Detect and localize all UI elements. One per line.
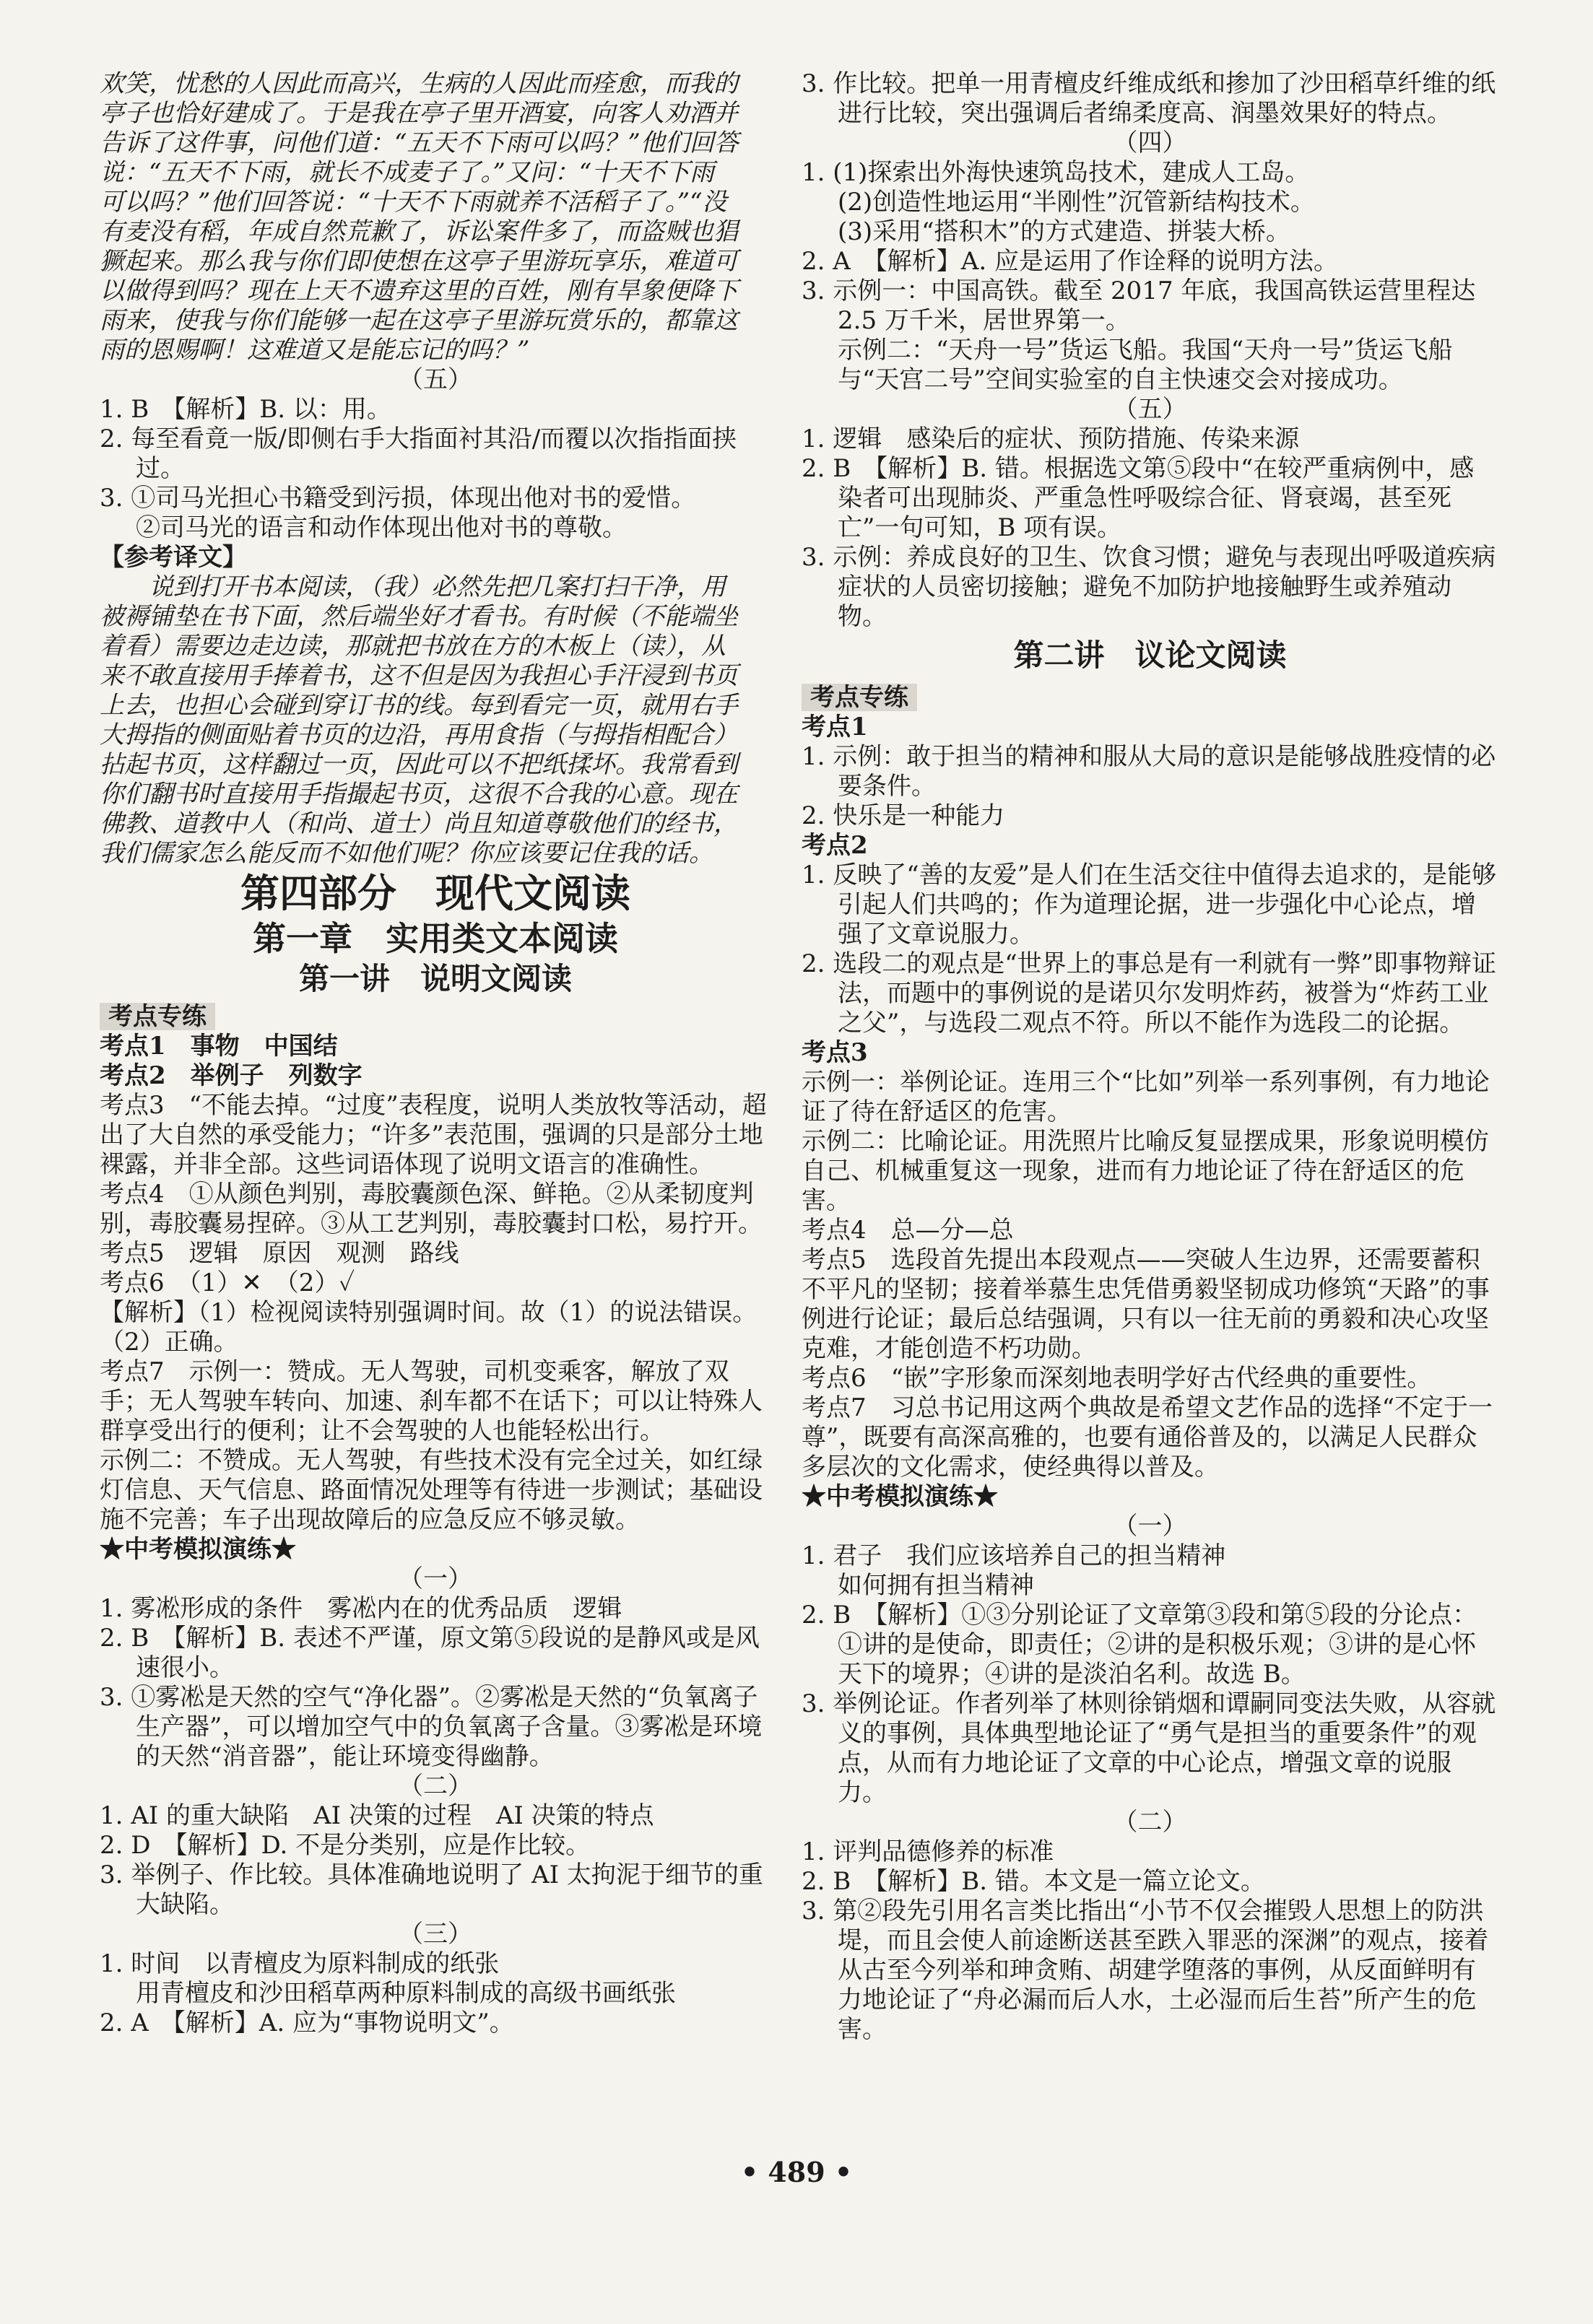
key-point: 考点5 逻辑 原因 观测 路线 [100,1239,459,1268]
reference-translation [100,573,771,869]
answer-item: 3. 示例：养成良好的卫生、饮食习惯；避免与表现出呼吸道疾病症状的人员密切接触；避免不加防护地接触野生或养殖动物。 [802,543,1496,631]
lecture-title: 第一讲 说明文阅读 [298,961,572,996]
text-line: 上去，也担心会碰到穿订书的线。每到看完一页，就用右手 [100,691,738,720]
text-line: 我们儒家怎么能反而不如他们呢？你应该要记住我的话。 [100,839,713,868]
text-line: 着看）需要边走边读，那就把书放在方的木板上（读），从 [100,632,726,661]
answer-item: 1. 反映了“善的友爱”是人们在生活交往中值得去追求的，是能够引起人们共鸣的；作为道理论据，进一步强化中心论点，增强了文章说服力。 [802,861,1497,949]
key-point-label: 考点2 [802,831,868,860]
practice-tag: 考点专练 [802,684,917,711]
key-point: 考点4 总—分—总 [802,1216,1014,1245]
key-point-label: 考点3 [802,1038,868,1067]
answer-item: 2. 选段二的观点是“世界上的事总是有一利就有一弊”即事物辩证法，而题中的事例说的是诺贝尔发明炸药，被誉为“炸药工业之父”，与选段二观点不符。所以不能作为选段二的论据。 [802,949,1497,1037]
answer-item: 2. 每至看竟一版/即侧右手大指面衬其沿/而覆以次指指面挟过。 [100,425,737,483]
answer-item: 3. 作比较。把单一用青檀皮纤维成纸和掺加了沙田稻草纤维的纸进行比较，突出强调后者绵柔度高、润墨效果好的特点。 [802,69,1496,128]
translation-continued [100,69,771,365]
answer-item: 1. 评判品德修养的标准 [802,1837,1054,1866]
section-heading: （二） [399,1772,472,1801]
answer-item: 2. D 【解析】D. 不是分类别，应是作比较。 [100,1831,591,1860]
key-point: 考点7 习总书记用这两个典故是希望文艺作品的选择“不定于一尊”，既要有高深高雅的，也要有通俗普及的，以满足人民群众多层次的文化需求，使经典得以普及。 [802,1393,1493,1481]
part-title: 第四部分 现代文阅读 [240,870,630,916]
answer-item: 1. AI 的重大缺陷 AI 决策的过程 AI 决策的特点 [100,1801,654,1830]
page-number: • 489 • [740,2156,853,2188]
answer-item: 1. 时间 以青檀皮为原料制成的纸张 [100,1949,500,1978]
text-line: 以做得到吗？现在上天不遗弃这里的百姓，刚有旱象便降下 [100,277,738,305]
analysis-note: 【解析】（1）检视阅读特别强调时间。故（1）的说法错误。（2）正确。 [100,1298,758,1357]
key-point: 考点1 事物 中国结 [100,1032,338,1061]
answer-item: 3. 第②段先引用名言类比指出“小节不仅会摧毁人思想上的防洪堤，而且会使人前途断送甚至跌入罪恶的深渊”的观点，接着从古至今列举和珅贪贿、胡建学堕落的事例，从反面鲜明有力地论证了“舟必漏而后人水，土必湿而后生苔”所产生的危害。 [802,1897,1489,2044]
answer-item: 1. 逻辑 感染后的症状、预防措施、传染来源 [802,425,1300,453]
text-line: 被褥铺垫在书下面，然后端坐好才看书。有时候（不能端坐 [100,602,738,631]
section-heading: （四） [1113,129,1187,157]
section-heading: （三） [399,1920,472,1949]
text-line: 亭子也恰好建成了。于是我在亭子里开酒宴，向客人劝酒并 [100,99,738,128]
text-line: 獗起来。那么我与你们即使想在这亭子里游玩享乐，难道可 [100,247,738,276]
answer-item: 1. 示例：敢于担当的精神和服从大局的意识是能够战胜疫情的必要条件。 [802,742,1496,801]
text-line: 说：“五天不下雨，就长不成麦子了。”又问：“十天不下雨 [100,158,715,187]
text-line: 来不敢直接用手捧着书，这不但是因为我担心手汗浸到书页 [100,661,738,690]
answer-item: 1. 君子 我们应该培养自己的担当精神 [802,1541,1226,1570]
section-heading: （五） [399,365,472,394]
answer-item: 2. A 【解析】A. 应是运用了作诠释的说明方法。 [802,247,1338,276]
text-line: 拈起书页，这样翻过一页，因此可以不把纸揉坏。我常看到 [100,750,738,779]
key-point: 考点5 选段首先提出本段观点——突破人生边界，还需要蓄积不平凡的坚韧；接着举慕生忠凭借勇毅坚韧成功修筑“天路”的事例进行论证；最后总结强调，只有以一往无前的勇毅和决心攻坚克难，才能创造不朽功勋。 [802,1245,1490,1363]
answer-item: 2. B 【解析】B. 错。根据选文第⑤段中“在较严重病例中，感染者可出现肺炎、严重急性呼吸综合征、肾衰竭，甚至死亡”一句可知，B 项有误。 [802,454,1475,542]
key-point: 示例二：比喻论证。用洗照片比喻反复显摆成果，形象说明模仿自己、机械重复这一现象，进而有力地论证了待在舒适区的危害。 [802,1127,1489,1215]
text-line: 佛教、道教中人（和尚、道士）尚且知道尊敬他们的经书， [100,809,738,838]
section-heading: （二） [1113,1808,1187,1837]
key-point: 示例二：不赞成。无人驾驶，有些技术没有完全过关，如红绿灯信息、天气信息、路面情况处理等有待进一步测试；基础设施不完善；车子出现故障后的应急反应不够灵敏。 [100,1446,763,1534]
text-line: 你们翻书时直接用手指撮起书页，这很不合我的心意。现在 [100,780,738,809]
answer-item: 2. B 【解析】B. 表述不严谨，原文第⑤段说的是静风或是风速很小。 [100,1624,760,1682]
text-line: 说到打开书本阅读，（我）必然先把几案打扫干净，用 [149,573,726,601]
answer-item: 1. 雾凇形成的条件 雾凇内在的优秀品质 逻辑 [100,1594,622,1623]
answer-item: 2. 快乐是一种能力 [802,801,1005,830]
key-point: 考点3 “不能去掉。“过度”表程度，说明人类放牧等活动，超出了大自然的承受能力；“许多”表范围，强调的只是部分土地裸露，并非全部。这些词语体现了说明文语言的准确性。 [100,1091,767,1179]
answer-item: 3. 举例子、作比较。具体准确地说明了 AI 太拘泥于细节的重大缺陷。 [100,1860,763,1919]
key-point: 考点7 示例一：赞成。无人驾驶，司机变乘客，解放了双手；无人驾驶车转向、加速、刹车都不在话下；可以让特殊人群享受出行的便利；让不会驾驶的人也能轻松出行。 [100,1357,763,1445]
answer-item: (3)采用“搭积木”的方式建造、拼装大桥。 [838,217,1290,246]
text-line: 大拇指的侧面贴着书页的边沿，再用食指（与拇指相配合） [100,721,738,749]
mock-exam-tag: ★中考模拟演练★ [100,1535,296,1564]
answer-item: 2. B 【解析】①③分别论证了文章第③段和第⑤段的分论点：①讲的是使命，即责任；②讲的是积极乐观；③讲的是心怀天下的境界；④讲的是淡泊名利。故选 B。 [802,1601,1477,1689]
section-heading: （一） [399,1564,472,1593]
text-line: 欢笑，忧愁的人因此而高兴，生病的人因此而痊愈，而我的 [100,69,738,98]
text-line: 雨来，使我与你们能够一起在这亭子里游玩赏乐的，都靠这 [100,306,738,335]
key-point: 考点4 ①从颜色判别，毒胶囊颜色深、鲜艳。②从柔韧度判别，毒胶囊易捏碎。③从工艺判别，毒胶囊封口松，易拧开。 [100,1180,763,1238]
answer-item: ②司马光的语言和动作体现出他对书的尊敬。 [136,513,627,542]
answer-item: 3. 举例论证。作者列举了林则徐销烟和谭嗣同变法失败，从容就义的事例，具体典型地论证了“勇气是担当的重要条件”的观点，从而有力地论证了文章的中心论点，增强文章的说服力。 [802,1689,1496,1807]
answer-item: 3. 示例一：中国高铁。截至 2017 年底，我国高铁运营里程达 2.5 万千米，居世界第一。 [802,277,1476,335]
key-point: 考点6 “嵌”字形象而深刻地表明学好古代经典的重要性。 [802,1364,1432,1393]
answer-item: 如何拥有担当精神 [838,1571,1034,1600]
answer-item: 2. B 【解析】B. 错。本文是一篇立论文。 [802,1867,1265,1896]
practice-tag: 考点专练 [100,1003,215,1030]
section-heading: （一） [1113,1512,1187,1541]
answer-item: 3. ①司马光担心书籍受到污损，体现出他对书的爱惜。 [100,484,696,513]
key-point: 考点6 （1）✕ （2）✓ [100,1268,355,1297]
key-point: 考点2 举例子 列数字 [100,1061,363,1090]
answer-item: 3. ①雾凇是天然的空气“净化器”。②雾凇是天然的“负氧离子生产器”，可以增加空气中的负氧离子含量。③雾凇是环境的天然“消音器”，能让环境变得幽静。 [100,1683,763,1771]
answer-item: 1. (1)探索出外海快速筑岛技术，建成人工岛。 [802,158,1310,187]
text-line: 有麦没有稻，年成自然荒歉了，诉讼案件多了，而盗贼也猖 [100,217,738,246]
reference-translation-label: 【参考译文】 [100,543,247,572]
answer-item: (2)创造性地运用“半刚性”沉管新结构技术。 [838,188,1315,217]
answer-item: 示例二：“天舟一号”货运飞船。我国“天舟一号”货运飞船与“天宫二号”空间实验室的自主快速交会对接成功。 [838,336,1453,394]
chapter-title: 第一章 实用类文本阅读 [253,919,618,958]
key-point: 示例一：举例论证。连用三个“比如”列举一系列事例，有力地论证了待在舒适区的危害。 [802,1068,1490,1126]
text-line: 可以吗？”他们回答说：“十天不下雨就养不活稻子了。”“没 [100,188,727,217]
section-heading: （五） [1113,395,1187,424]
mock-exam-tag: ★中考模拟演练★ [802,1482,998,1511]
answer-item: 2. A 【解析】A. 应为“事物说明文”。 [100,2009,514,2037]
right-column [802,69,1498,2045]
lecture-title: 第二讲 议论文阅读 [1013,637,1287,673]
text-line: 告诉了这件事，问他们道：“五天不下雨可以吗？”他们回答 [100,129,739,157]
key-point-label: 考点1 [802,713,868,741]
left-column [100,69,771,2038]
text-line: 雨的恩赐啊！这难道又是能忘记的吗？” [100,336,530,365]
answer-item: 用青檀皮和沙田稻草两种原料制成的高级书画纸张 [136,1979,676,2008]
answer-item: 1. B 【解析】B. 以：用。 [100,395,391,424]
